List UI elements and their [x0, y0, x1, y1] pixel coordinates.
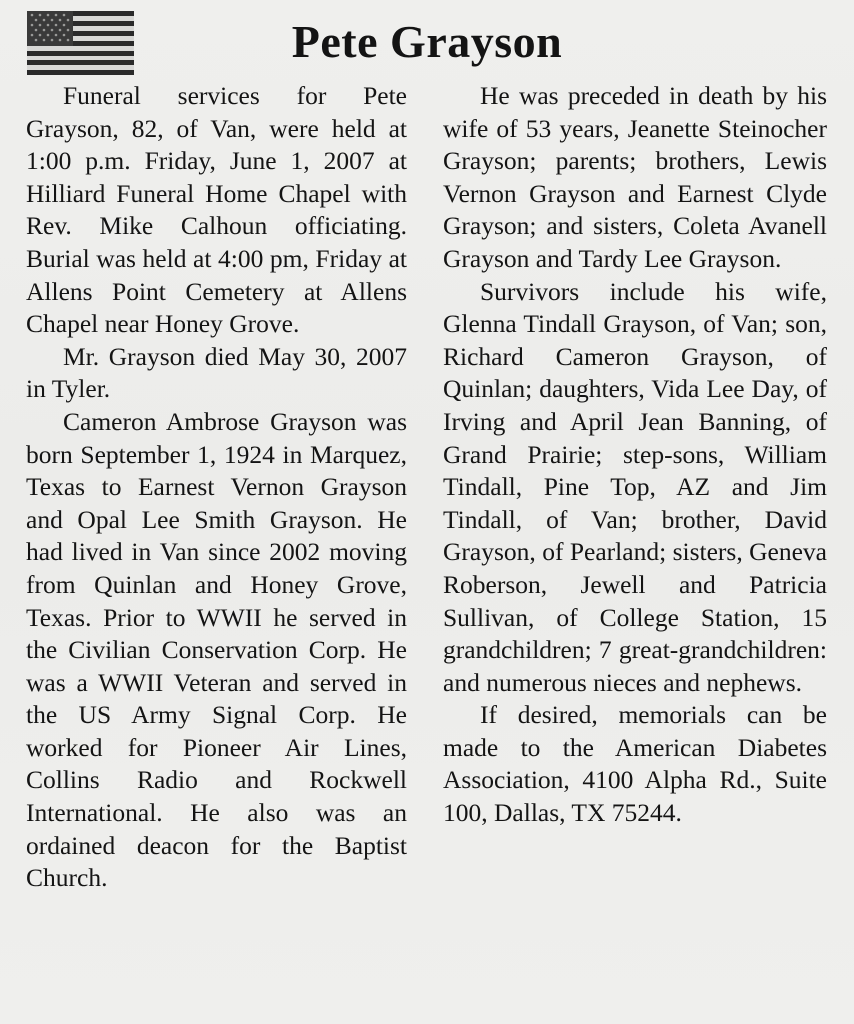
- survivors-paragraph: Survivors include his wife, Glenna Tindall Grayson, of Van; son, Richard Cameron Grayson, of Quinlan; daughters, Vida Lee Day, of Irving and April Jean Banning, of Grand Prairie; step-sons, William Tindall, Pine Top, AZ and Jim Tindall, of Van; brother, David Grayson, of Pearland; sisters, Geneva Roberson, Jewell and Patricia Sullivan, of College Station, 15 grandchildren; 7 great-grandchildren: and numerous nieces and nephews.: [443, 276, 827, 697]
- services-paragraph: Funeral services for Pete Grayson, 82, of Van, were held at 1:00 p.m. Friday, June 1, 2007 at Hilliard Funeral Home Chapel with Rev. Mike Calhoun officiating. Burial was held at 4:00 pm, Friday at Allens Point Cemetery at Allens Chapel near Honey Grove.: [26, 81, 407, 339]
- obituary-title: Pete Grayson: [291, 16, 563, 67]
- left-column: [26, 80, 407, 895]
- biography-paragraph: Cameron Ambrose Grayson was born September 1, 1924 in Marquez, Texas to Earnest Vernon Grayson and Opal Lee Smith Grayson. He had lived in Van since 2002 moving from Quinlan and Honey Grove, Texas. Prior to WWII he served in the Civilian Conservation Corp. He was a WWII Veteran and served in the US Army Signal Corp. He worked for Pioneer Air Lines, Collins Radio and Rockwell International. He also was an ordained deacon for the Baptist Church.: [26, 406, 407, 893]
- death-paragraph: Mr. Grayson died May 30, 2007 in Tyler.: [26, 341, 407, 404]
- preceded-paragraph: He was preceded in death by his wife of 53 years, Jeanette Steinocher Grayson; parents; brothers, Lewis Vernon Grayson and Earnest Clyde Grayson; and sisters, Coleta Avanell Grayson and Tardy Lee Grayson.: [443, 81, 827, 273]
- memorials-paragraph: If desired, memorials can be made to the American Diabetes Association, 4100 Alpha Rd., Suite 100, Dallas, TX 75244.: [443, 700, 827, 828]
- right-column: [443, 80, 827, 830]
